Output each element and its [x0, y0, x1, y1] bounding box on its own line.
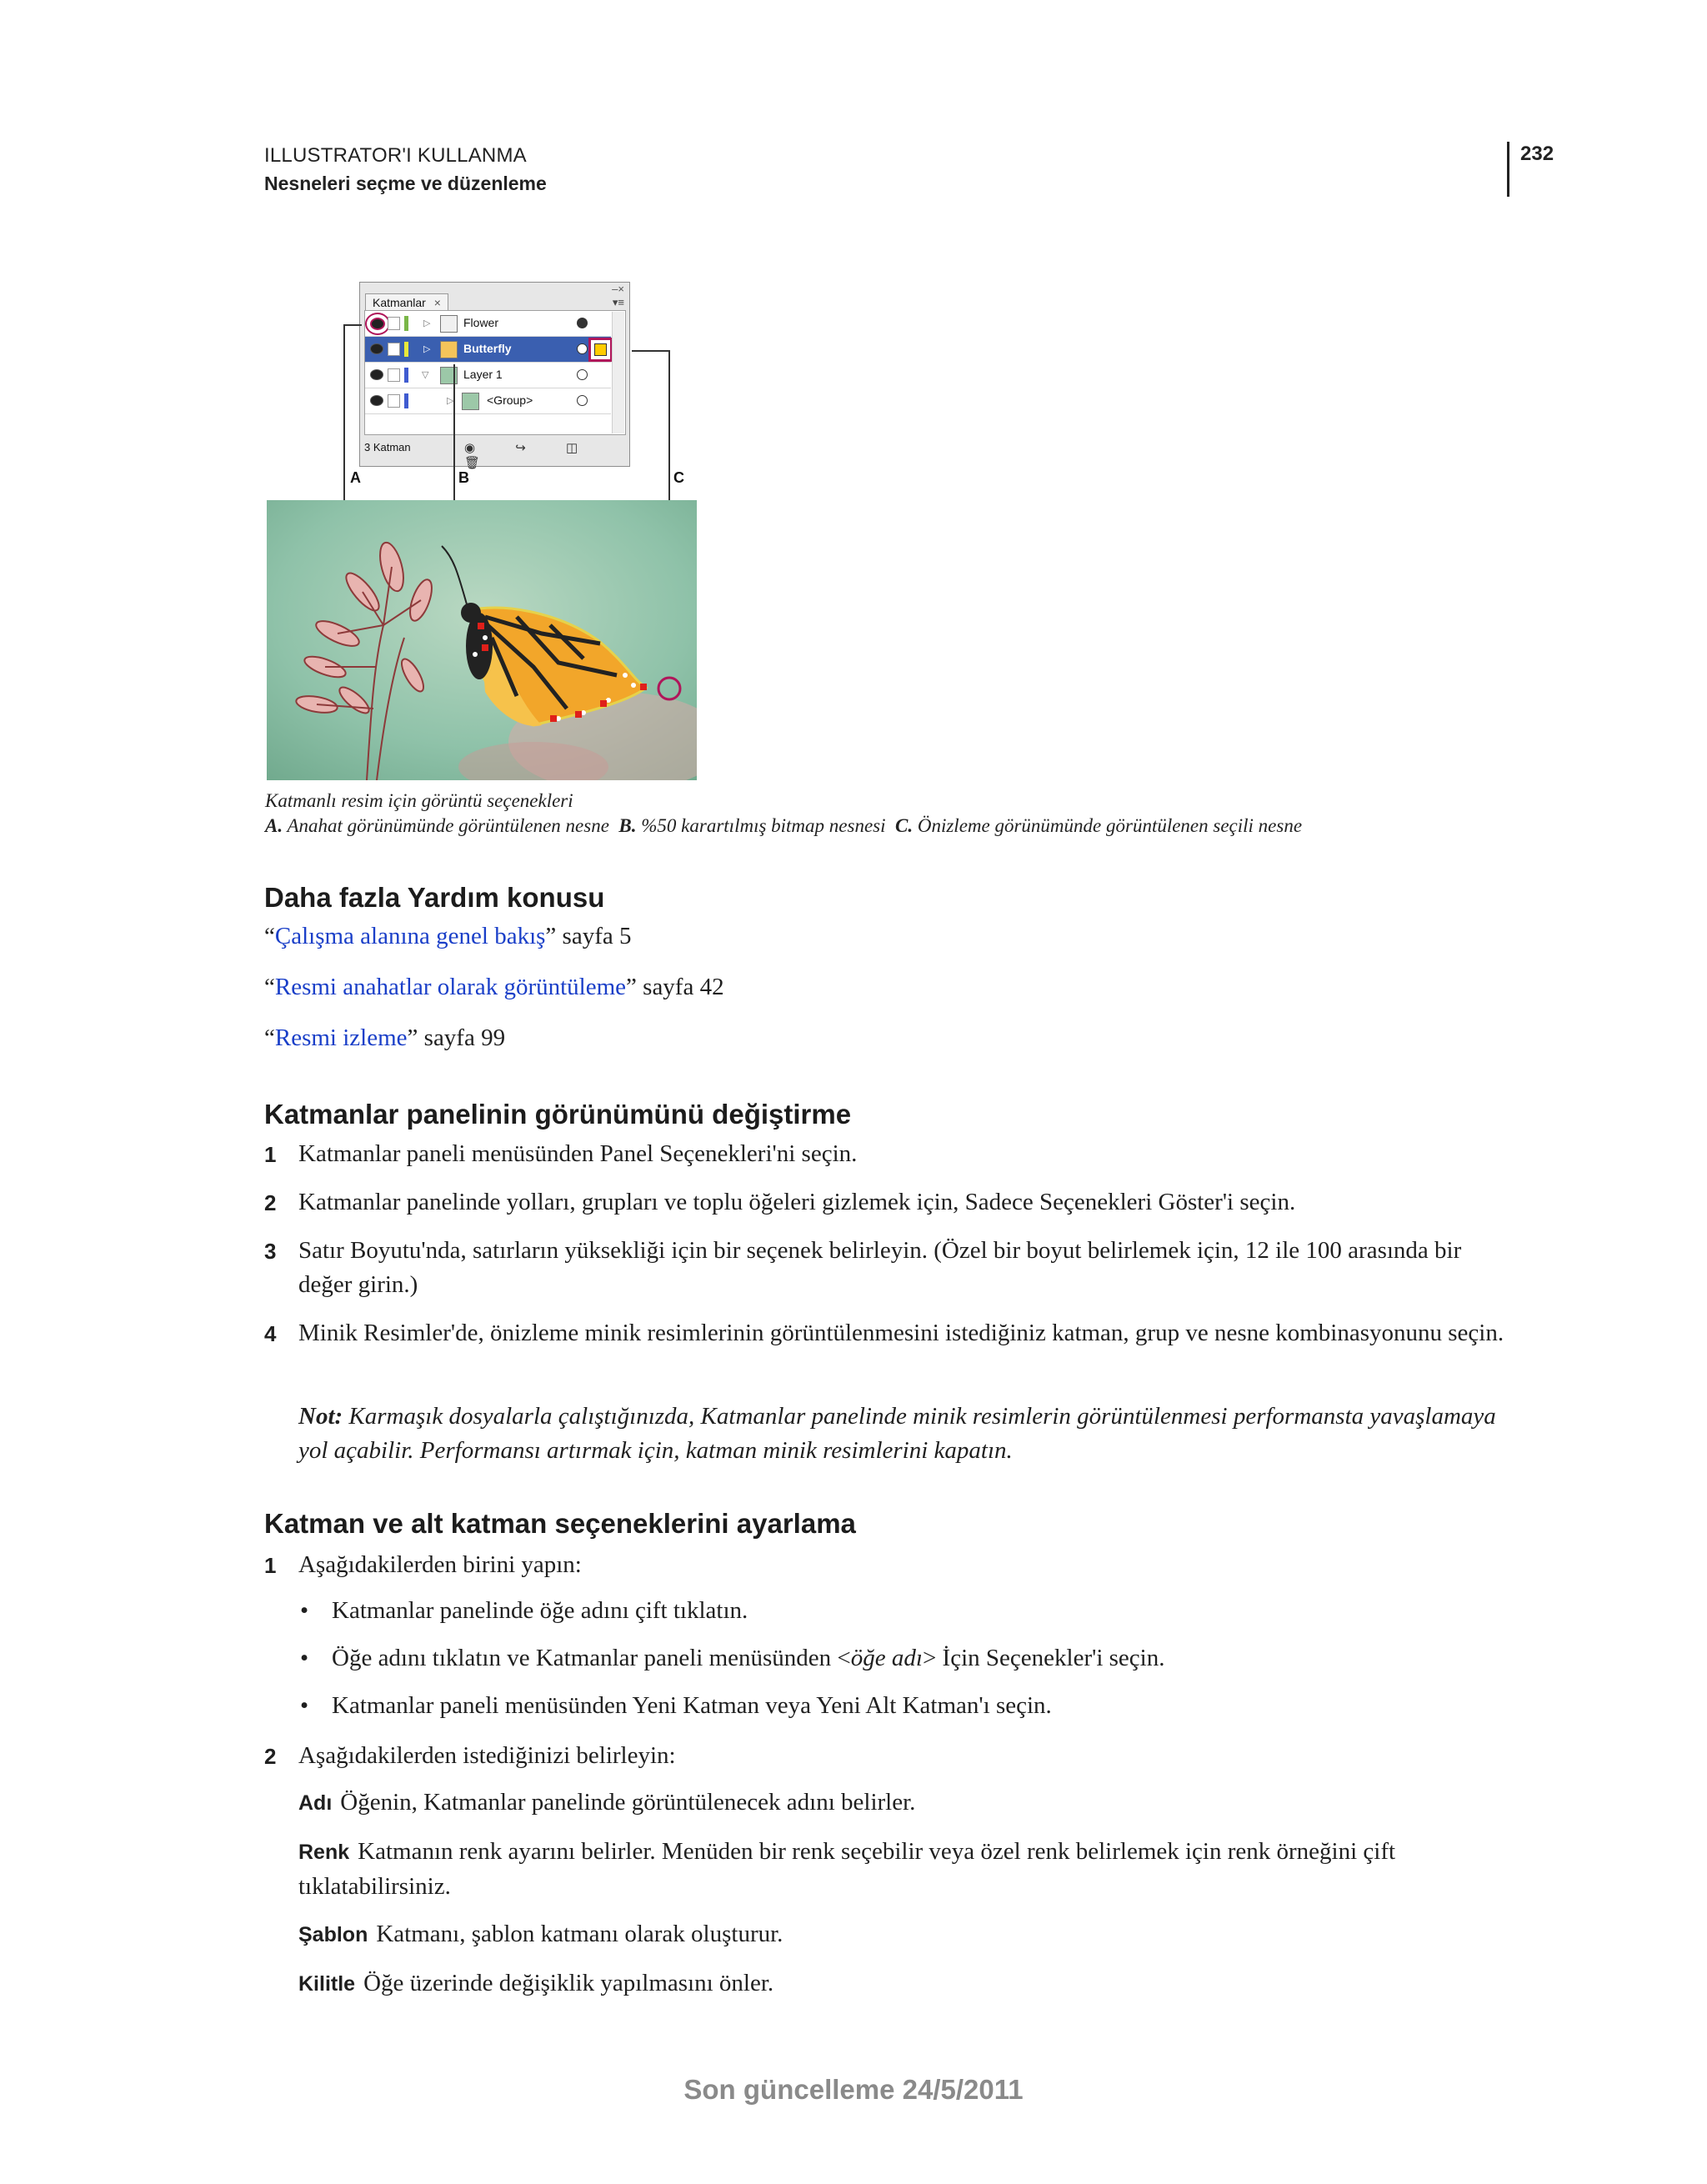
- panel-window-controls[interactable]: –×: [612, 283, 624, 295]
- option-term: Şablon: [298, 1923, 368, 1946]
- step-text: Satır Boyutu'nda, satırların yüksekliği için bir seçenek belirleyin. (Özel bir boyut belirlemek için, 12 ile 100 arasında bir değer girin.): [298, 1237, 1462, 1298]
- target-icon[interactable]: [577, 343, 588, 354]
- step-text: Minik Resimler'de, önizleme minik resimlerinin görüntülenmesini istediğiniz katman, grup ve nesne kombinasyonunu seçin.: [298, 1320, 1504, 1346]
- step-text: Katmanlar paneli menüsünden Panel Seçenekleri'ni seçin.: [298, 1140, 858, 1167]
- section-heading: Katman ve alt katman seçeneklerini ayarlama: [264, 1508, 856, 1539]
- step-number: 2: [264, 1744, 277, 1769]
- expand-triangle-icon[interactable]: ▷: [423, 318, 431, 328]
- step-number: 1: [264, 1553, 277, 1578]
- expand-triangle-icon[interactable]: ▷: [447, 396, 454, 406]
- help-link[interactable]: Resmi anahatlar olarak görüntüleme: [274, 974, 627, 1000]
- option-definition: Kilitle Öğe üzerinde değişiklik yapılmasını önler.: [298, 1970, 774, 1996]
- eye-icon[interactable]: [370, 395, 383, 406]
- caption-letter: B.: [618, 815, 637, 836]
- tab-layers-label: Katmanlar: [373, 296, 426, 309]
- layer-color-swatch: [404, 342, 408, 357]
- panel-scrollbar[interactable]: [612, 312, 624, 433]
- target-icon[interactable]: [577, 318, 588, 328]
- callout-line-a-tick: [343, 324, 362, 326]
- layer-color-swatch: [404, 316, 408, 331]
- target-icon[interactable]: [577, 369, 588, 380]
- collapse-triangle-icon[interactable]: ▽: [422, 370, 429, 380]
- help-link[interactable]: Resmi izleme: [274, 1024, 408, 1051]
- selection-indicator-icon[interactable]: [594, 343, 607, 356]
- callout-line-b: [453, 364, 455, 504]
- step-text: Katmanlar panelinde yolları, grupları ve toplu öğeleri gizlemek için, Sadece Seçenekleri Göster'i seçin.: [298, 1189, 1296, 1215]
- figure-caption-items: [265, 815, 1302, 837]
- bullet-text: Katmanlar panelinde öğe adını çift tıklatın.: [332, 1597, 748, 1624]
- layer-name[interactable]: Butterfly: [463, 342, 512, 355]
- eye-icon[interactable]: [370, 369, 383, 380]
- bullet-text: Öğe adını tıklatın ve Katmanlar paneli menüsünden <öğe adı> İçin Seçenekler'i seçin.: [332, 1645, 1165, 1671]
- expand-triangle-icon[interactable]: ▷: [423, 344, 431, 354]
- option-term: Adı: [298, 1791, 333, 1815]
- layer-thumbnail: [462, 393, 479, 410]
- help-link-item: “Resmi anahatlar olarak görüntüleme” sayfa 42: [264, 974, 724, 1000]
- help-heading: Daha fazla Yardım konusu: [264, 882, 605, 913]
- caption-letter: A.: [265, 815, 283, 836]
- option-definition: Renk Katmanın renk ayarını belirler. Menüden bir renk seçebilir veya özel renk belirlemek için renk örneğini çift tıklatabilirsiniz.: [298, 1838, 1396, 1900]
- help-link-item: “Resmi izleme” sayfa 99: [264, 1024, 506, 1051]
- caption-text: Önizleme görünümünde görüntülenen seçili nesne: [917, 815, 1303, 836]
- callout-label-c: C: [673, 469, 684, 486]
- section-heading: Katmanlar panelinin görünümünü değiştirme: [264, 1099, 852, 1130]
- layer-row-flower[interactable]: [365, 311, 611, 337]
- layer-row-layer-1[interactable]: [365, 363, 611, 388]
- bullet-text: Katmanlar paneli menüsünden Yeni Katman veya Yeni Alt Katman'ı seçin.: [332, 1692, 1052, 1719]
- layer-color-swatch: [404, 393, 408, 408]
- note: [298, 1400, 1515, 1468]
- page-footer: Son güncelleme 24/5/2011: [683, 2074, 1024, 2105]
- help-link[interactable]: Çalışma alanına genel bakış: [274, 923, 546, 949]
- lock-toggle[interactable]: [388, 368, 400, 382]
- step-number: 4: [264, 1321, 277, 1346]
- lock-toggle[interactable]: [388, 343, 400, 356]
- bullet: •: [300, 1597, 309, 1624]
- layer-row-group[interactable]: [365, 388, 611, 414]
- option-definition: Şablon Katmanı, şablon katmanı olarak oluşturur.: [298, 1921, 783, 1947]
- target-icon[interactable]: [577, 395, 588, 406]
- option-definition: Adı Öğenin, Katmanlar panelinde görüntülenecek adını belirler.: [298, 1789, 916, 1816]
- step-number: 1: [264, 1142, 277, 1167]
- layer-name[interactable]: <Group>: [487, 393, 533, 407]
- layer-row-butterfly[interactable]: [365, 337, 611, 363]
- layer-color-swatch: [404, 368, 408, 383]
- layer-thumbnail: [440, 341, 458, 358]
- layer-name[interactable]: Layer 1: [463, 368, 503, 381]
- lock-toggle[interactable]: [388, 394, 400, 408]
- help-link-item: “Çalışma alanına genel bakış” sayfa 5: [264, 923, 632, 949]
- butterfly-illustration: [267, 500, 697, 780]
- running-header-title: ILLUSTRATOR'I KULLANMA: [264, 144, 527, 167]
- note-text: Karmaşık dosyalarla çalıştığınızda, Katmanlar panelinde minik resimlerin görüntülenmesi performansta yavaşlamaya yol açabilir. Performansı artırmak için, katman minik resimlerini kapatın.: [298, 1403, 1496, 1464]
- caption-text: Anahat görünümünde görüntülenen nesne: [287, 815, 609, 836]
- page-number: 232: [1520, 143, 1554, 165]
- header-divider: [1507, 142, 1509, 197]
- step-number: 3: [264, 1239, 277, 1264]
- eye-icon[interactable]: [370, 318, 385, 330]
- option-term: Kilitle: [298, 1972, 356, 1996]
- bullet: •: [300, 1645, 309, 1671]
- step-number: 2: [264, 1190, 277, 1215]
- callout-label-b: B: [458, 469, 469, 486]
- bullet: •: [300, 1692, 309, 1719]
- lock-toggle[interactable]: [388, 317, 400, 330]
- eye-icon[interactable]: [370, 343, 383, 354]
- caption-text: %50 karartılmış bitmap nesnesi: [641, 815, 886, 836]
- layers-panel: [359, 282, 630, 470]
- running-header-subtitle: Nesneleri seçme ve düzenleme: [264, 173, 547, 194]
- panel-menu-icon[interactable]: ▾≡: [612, 296, 624, 308]
- step-text: Aşağıdakilerden birini yapın:: [298, 1551, 582, 1578]
- panel-footer-buttons[interactable]: ◉ ↪ ◫ 🗑: [464, 441, 597, 470]
- note-label: Not:: [298, 1403, 343, 1430]
- layers-figure: [265, 275, 1549, 792]
- layer-count: 3 Katman: [364, 441, 411, 453]
- caption-letter: C.: [895, 815, 914, 836]
- layers-list: [364, 310, 626, 435]
- option-term: Renk: [298, 1841, 350, 1864]
- callout-label-a: A: [350, 469, 361, 486]
- layer-thumbnail: [440, 315, 458, 333]
- step-text: Aşağıdakilerden istediğinizi belirleyin:: [298, 1742, 676, 1769]
- callout-line-c-tick: [632, 350, 670, 352]
- tab-layers[interactable]: [365, 293, 448, 311]
- figure-caption-title: Katmanlı resim için görüntü seçenekleri: [265, 790, 573, 811]
- layer-name[interactable]: Flower: [463, 316, 499, 329]
- tab-close-icon[interactable]: ×: [433, 296, 441, 309]
